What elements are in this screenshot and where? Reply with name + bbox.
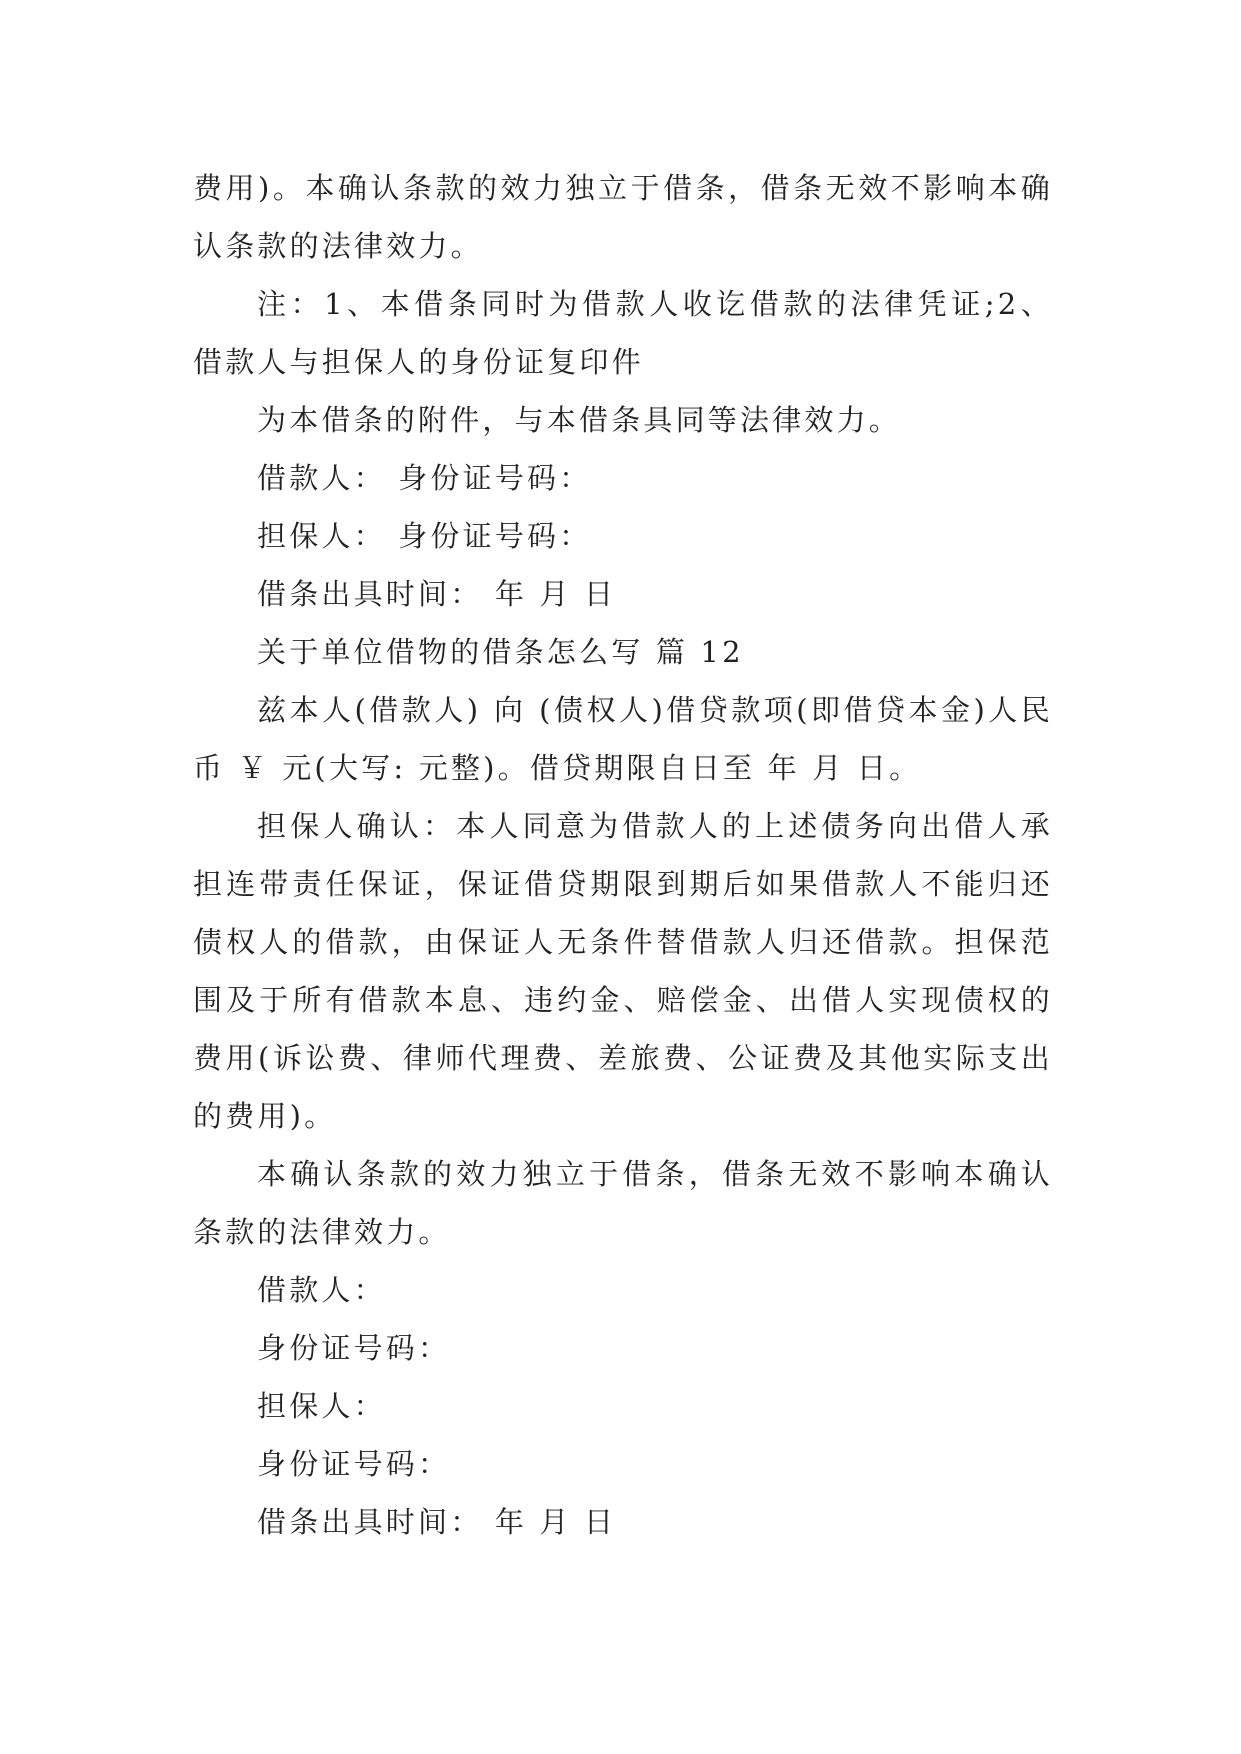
guarantor-id-label: 身份证号码：	[257, 1447, 451, 1481]
paragraph-clause-validity: 本确认条款的效力独立于借条，借条无效不影响本确认条款的法律效力。	[193, 1157, 1053, 1249]
paragraph-attachment: 为本借条的附件，与本借条具同等法律效力。	[257, 403, 902, 437]
borrower-id-line: 借款人： 身份证号码：	[257, 461, 592, 495]
section-heading: 关于单位借物的借条怎么写 篇 12	[257, 635, 744, 669]
paragraph-continuation: 费用)。本确认条款的效力独立于借条，借条无效不影响本确认条款的法律效力。	[193, 171, 1053, 263]
paragraph-loan-statement: 兹本人(借款人) 向 (债权人)借贷款项(即借贷本金)人民币 ￥ 元(大写: 元整)。借贷期限自日至 年 月 日。	[193, 693, 1053, 785]
issue-date-label: 借条出具时间： 年 月 日	[257, 1505, 617, 1539]
issue-date-line: 借条出具时间： 年 月 日	[257, 577, 617, 611]
document-page	[193, 159, 1053, 1551]
paragraph-note: 注：1、本借条同时为借款人收讫借款的法律凭证;2、借款人与担保人的身份证复印件	[193, 287, 1053, 379]
guarantor-id-line: 担保人： 身份证号码：	[257, 519, 592, 553]
guarantor-label: 担保人：	[257, 1389, 386, 1423]
borrower-id-label: 身份证号码：	[257, 1331, 451, 1365]
paragraph-guarantor-confirmation: 担保人确认：本人同意为借款人的上述债务向出借人承担连带责任保证，保证借贷期限到期后如果借款人不能归还债权人的借款，由保证人无条件替借款人归还借款。担保范围及于所有借款本息、违约金、赔偿金、出借人实现债权的费用(诉讼费、律师代理费、差旅费、公证费及其他实际支出的费用)。	[193, 809, 1053, 1133]
borrower-label: 借款人：	[257, 1273, 386, 1307]
